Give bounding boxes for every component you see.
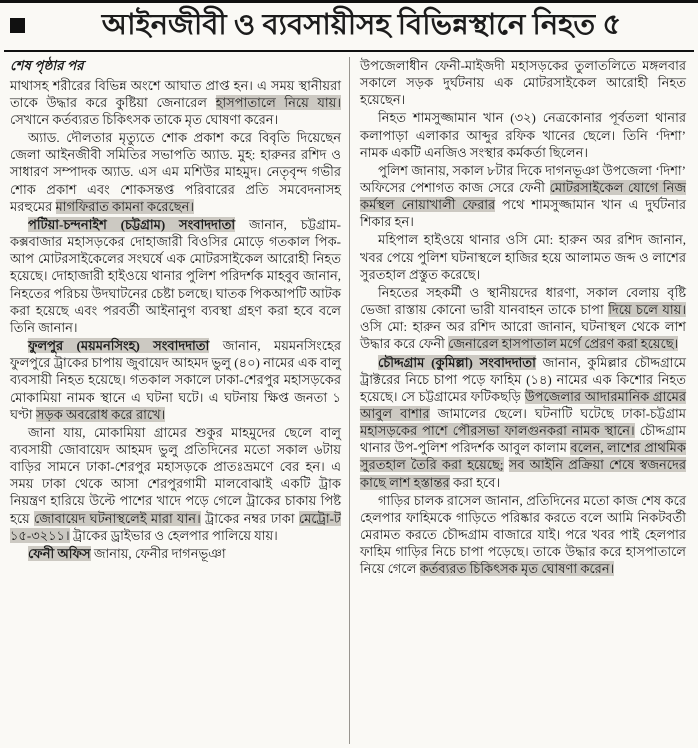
highlighted-text: হাসপাতালে নিয়ে যায়। bbox=[215, 94, 341, 110]
paragraph bbox=[10, 77, 341, 128]
paragraph bbox=[360, 354, 686, 491]
text-segment: জানা যায়, মোকামিয়া গ্রামের শুকুর মাহমুদের ছেলে বালু ব্যবসায়ী জোবায়েদ আহমদ ভুলু প্রতিদিনের মতো সকাল ৬টায় বাড়ির সামনে ঢাকা-শেরপুর মহাসড়কে প্রাতঃভ্রমণে বের হন। এ সময় ঢাকা থেকে আসা শেরপুরগামী মালবোঝাই একটি ট্রাক নিয়ন্ত্রণ হারিয়ে উল্টে পাশের খাদে পড়ে গেলে ট্রাকের চাকায় পিষ্ট হয়ে bbox=[10, 424, 341, 526]
text-segment: মহিপাল হাইওয়ে থানার ওসি মো: হারুন অর রশিদ জানান, খবর পেয়ে পুলিশ ঘটনাস্থলে হাজির হয়ে আলামত জব্দ ও লাশের সুরতহাল প্রস্তুত করেছে। bbox=[360, 232, 686, 282]
highlighted-text: দিয়ে চলে যায়। bbox=[608, 302, 686, 318]
highlighted-text: মেট্রো-ট ১৫-৩২১১। bbox=[10, 510, 342, 543]
highlighted-text: মোটরসাইকেল যোগে নিজ কর্মস্থল নোয়াখালী ফেরার bbox=[360, 179, 686, 213]
headline-bar bbox=[4, 3, 694, 52]
paragraph bbox=[360, 109, 686, 160]
paragraph bbox=[360, 492, 686, 578]
paragraph bbox=[10, 337, 341, 423]
text-segment: মাথাসহ শরীরের বিভিন্ন অংশে আঘাত প্রাপ্ত হন। এ সময় স্থানীয়রা তাকে উদ্ধার করে কুষ্টিয়া জেনারেল bbox=[10, 77, 341, 110]
text-segment: জানান, চট্টগ্রাম-কক্সবাজার মহাসড়কের দোহাজারী বিওসির মোড়ে গতকাল পিক-আপ মোটরসাইকেলের সংঘর্ষে এক মোটরসাইকেল আরোহী নিহত হয়েছে। দোহাজারী হাইওয়ে থানার পুলিশ পরিদর্শক মাহবুব জানান, নিহতের পরিচয় উদঘাটনের চেষ্টা চলছে। ঘাতক পিকআপটি আটক করা হয়েছে এবং পরবর্তী আইনানুগ ব্যবস্থা গ্রহণ করা হবে বলে তিনি জানান। bbox=[10, 216, 341, 335]
paragraph bbox=[360, 284, 686, 353]
dateline-lead: ফেনী অফিস bbox=[28, 545, 91, 561]
paragraph bbox=[360, 57, 686, 108]
text-segment: করা হবে। bbox=[449, 474, 501, 490]
text-segment: অ্যাড. দৌলতার মৃত্যুতে শোক প্রকাশ করে বিবৃতি দিয়েছেন জেলা আইনজীবী সমিতির সভাপতি অ্যাড. মুহ: হারুনর রশিদ ও সাধারণ সম্পাদক অ্যাড. এস এম মশিউর মাহমুদ। নেতৃবৃন্দ গভীর শোক প্রকাশ এবং শোকসন্তপ্ত পরিবারের প্রতি সমবেদনাসহ মরহুমের bbox=[10, 130, 341, 214]
text-segment: ট্রাকের নম্বর ঢাকা bbox=[200, 510, 299, 526]
text-segment: জানায়, ফেনীর দাগনভূঞা bbox=[90, 545, 226, 561]
highlighted-text: জোবায়েদ ঘটনাস্থলেই মারা যান। bbox=[34, 510, 201, 526]
text-segment: ওসি মো: হারুন অর রশিদ আরো জানান, ঘটনাস্থল থেকে লাশ উদ্ধার করে ফেনী bbox=[360, 319, 686, 352]
highlighted-text: মহাসড়কের পাশে পৌরসভা ফালগুনকরা নামক স্থানে। bbox=[360, 423, 635, 439]
highlighted-text: কর্তব্যরত চিকিৎসক মৃত ঘোষণা করেন। bbox=[419, 561, 615, 577]
paragraph bbox=[360, 162, 686, 231]
text-segment: সেখানে কর্তব্যরত চিকিৎসক তাকে মৃত ঘোষণা করেন। bbox=[10, 112, 279, 128]
highlighted-text: মাগফিরাত কামনা করেছেন। bbox=[55, 198, 195, 214]
paragraph bbox=[10, 216, 341, 336]
dateline-lead: পটিয়া-চন্দনাইশ (চট্টগ্রাম) সংবাদদাতা bbox=[28, 216, 236, 232]
paragraph bbox=[10, 129, 341, 215]
article-column-right bbox=[349, 57, 694, 744]
highlighted-text: সড়ক অবরোধ করে রাখে। bbox=[35, 406, 166, 422]
continuation-note: শেষ পৃষ্ঠার পর bbox=[10, 57, 84, 73]
paragraph bbox=[360, 231, 686, 282]
text-segment: ট্রাকের ড্রাইভার ও হেলপার পালিয়ে যায়। bbox=[69, 527, 278, 543]
text-segment: নিহতের সহকর্মী ও স্থানীয়দের ধারণা, সকাল বেলায় বৃষ্টি ভেজা রাস্তায় কোনো ভারী যানবাহন তাকে চাপা bbox=[360, 284, 686, 318]
highlighted-text: জেনারেল হাসপাতাল মর্গে প্রেরণ করা হয়েছে। bbox=[448, 336, 679, 352]
highlighted-text: সব আইনি প্রক্রিয়া শেষে স্বজনদের কাছে লাশ হস্তান্তর bbox=[360, 457, 687, 490]
headline-marker-square-icon bbox=[10, 18, 25, 33]
dateline-lead: চৌদ্দগ্রাম (কুমিল্লা) সংবাদদাতা bbox=[378, 354, 536, 370]
dateline-lead: ফুলপুর (ময়মনসিংহ) সংবাদদাতা bbox=[28, 338, 210, 354]
text-segment: গাড়ির চালক রাসেল জানান, প্রতিদিনের মতো কাজ শেষ করে হেলপার ফাহিমকে গাড়িতে পরিষ্কার করতে বলে আমি নিকটবর্তী মেরামত করতে চৌদ্দগ্রাম বাজারে যাই। পরে খবর পাই হেলপার ফাহিম গাড়ির নিচে চাপা পড়েছে। তাকে উদ্ধার করে হাসপাতালে নিয়ে গেলে bbox=[360, 492, 686, 577]
text-segment: নিহত শামসুজ্জামান খান (৩২) নেত্রকোনার পূর্বতলা থানার কলাপাড়া এলাকার আব্দুর রফিক খানের ছেলে। তিনি ‘দিশা’ নামক একটি এনজিও সংস্থার কর্মকর্তা ছিলেন। bbox=[360, 110, 686, 160]
text-segment: উপজেলাধীন ফেনী-মাইজদী মহাসড়কের তুলাতলিতে মঙ্গলবার সকালে সড়ক দুর্ঘটনায় এক মোটরসাইকেল আরোহী নিহত হয়েছেন। bbox=[360, 57, 686, 108]
text-segment: জামালের ছেলে। ঘটনাটি ঘটেছে ঢাকা-চট্টগ্রাম bbox=[429, 406, 686, 422]
text-segment: পথে শামসুজ্জামান খান এ দুর্ঘটনার শিকার হন। bbox=[360, 197, 686, 230]
highlighted-text: উপজেলার আদারমানিক গ্রামের আবুল বাশার bbox=[360, 388, 686, 422]
article-headline: আইনজীবী ও ব্যবসায়ীসহ বিভিন্নস্থানে নিহত ৫ bbox=[101, 9, 622, 41]
text-segment: জানান, কুমিল্লার চৌদ্দগ্রামে ট্রাক্টরের নিচে চাপা পড়ে ফাহিম (১৪) নামের এক কিশোর নিহত হয়েছে। সে চট্টগ্রামের ফটিকছড়ি bbox=[360, 354, 687, 404]
text-segment: চৌদ্দগ্রাম থানার উপ-পুলিশ পরিদর্শক আবুল কালাম bbox=[360, 423, 686, 456]
paragraph bbox=[10, 424, 341, 544]
article-column-left bbox=[4, 57, 349, 744]
text-segment: জানান, ময়মনসিংহের ফুলপুরে ট্রাকের চাপায় জুবায়েদ আহমদ ভুলু (৪০) নামের এক বালু ব্যবসায়ী নিহত হয়েছে। গতকাল সকালে ঢাকা-শেরপুর মহাসড়কের মোকামিয়া নামক স্থানে এ ঘটনা ঘটে। এ ঘটনায় ক্ষিপ্ত জনতা ১ ঘণ্টা bbox=[10, 338, 341, 422]
highlighted-text: বলেন, লাশের প্রাথমিক সুরতহাল তৈরি করা হয়েছে; bbox=[360, 440, 686, 473]
paragraph bbox=[10, 545, 341, 562]
article-body bbox=[4, 52, 694, 744]
text-segment: পুলিশ জানায়, সকাল ৮টার দিকে দাগনভূঞা উপজেলা ‘দিশা’ অফিসের পেশাগত কাজ সেরে ফেনী bbox=[360, 162, 686, 195]
text-segment bbox=[504, 457, 509, 472]
